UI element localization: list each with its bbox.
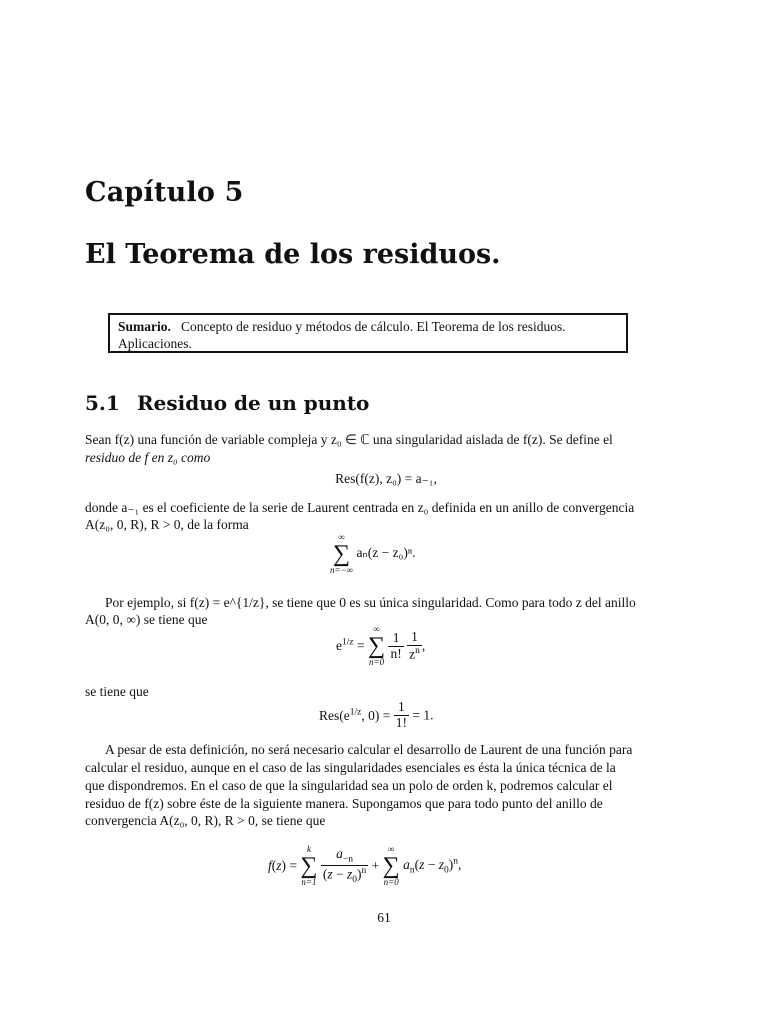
- paragraph-5-line-4: residuo de f(z) sobre éste de la siguiente manera. Supongamos que para todo punto del anillo de: [85, 796, 603, 811]
- paragraph-3-line-2: A(0, 0, ∞) se tiene que: [85, 612, 208, 627]
- equation-laurent-series: [330, 533, 415, 575]
- section-title: Residuo de un punto: [137, 391, 370, 415]
- chapter-heading: Capítulo 5: [85, 177, 244, 208]
- laurent-series-term: aₙ(z − z₀)ⁿ.: [356, 545, 416, 561]
- equation-pole-expansion: f(z) = k ∑ n=1 $\frac{a_{-n}}{(z - z_0)^n}$ + ∞ ∑ n=0 $a_n(z - z_0)^n$,: [268, 844, 462, 887]
- summary-text: Concepto de residuo y métodos de cálculo. El Teorema de los residuos. Aplicaciones.: [118, 319, 566, 351]
- summary-label: Sumario.: [118, 319, 171, 334]
- summation-symbol: ∞ ∑ n=−∞: [330, 532, 354, 575]
- paragraph-5-line-3: que dispondremos. En el caso de que la singularidad sea un polo de orden k, podremos calcular el: [85, 778, 613, 793]
- paragraph-1-line-1: Sean f(z) una función de variable compleja y z₀ ∈ ℂ una singularidad aislada de f(z). Se define el: [85, 432, 613, 447]
- summary-box: [108, 313, 628, 353]
- section-heading: [85, 391, 369, 415]
- chapter-title: El Teorema de los residuos.: [85, 239, 501, 270]
- paragraph-5-line-5: convergencia A(z₀, 0, R), R > 0, se tiene que: [85, 813, 326, 828]
- paragraph-5-line-2: calcular el residuo, aunque en el caso de las singularidades esenciales es ésta la única técnica de la: [85, 760, 616, 775]
- paragraph-2-line-2: A(z₀, 0, R), R > 0, de la forma: [85, 517, 249, 532]
- page-number: 61: [377, 910, 391, 925]
- paragraph-4: se tiene que: [85, 684, 149, 699]
- equation-residue-example: $Res(e^{1/z}$, 0) = $\frac{1}{1!}$ = 1.: [319, 699, 434, 730]
- equation-exponential-series: $e^{1/z}$ = ∞ ∑ n=0 $\frac{1}{n!}$ $\frac{1}{z^n}$ ,: [336, 624, 426, 667]
- section-number: 5.1: [85, 391, 120, 415]
- paragraph-3-line-1: Por ejemplo, si f(z) = e^{1/z}, se tiene que 0 es su única singularidad. Como para todo z del anillo: [105, 595, 636, 610]
- equation-residue-definition: Res(f(z), z₀) = a₋₁,: [335, 471, 437, 486]
- paragraph-1-line-2: residuo de f en z₀ como: [85, 450, 211, 465]
- paragraph-5-line-1: A pesar de esta definición, no será necesario calcular el desarrollo de Laurent de una función para: [105, 742, 633, 757]
- paragraph-2-line-1: donde a₋₁ es el coeficiente de la serie de Laurent centrada en z₀ definida en un anillo de convergencia: [85, 500, 635, 515]
